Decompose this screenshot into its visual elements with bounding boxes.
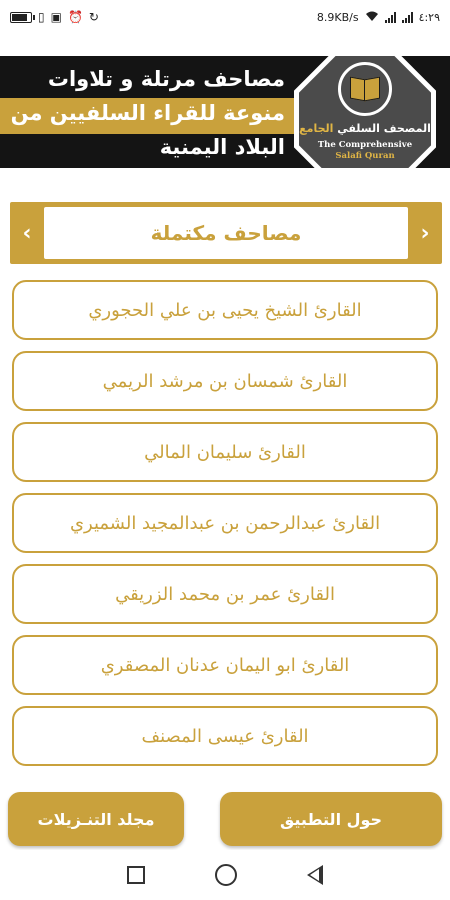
app-logo (294, 56, 436, 168)
chevron-right-icon: › (420, 220, 430, 246)
system-nav-bar (0, 850, 450, 900)
reciter-button[interactable]: القارئ عمر بن محمد الزريقي (12, 564, 438, 624)
status-bar (0, 0, 450, 34)
banner-line-3: البلاد اليمنية (159, 135, 285, 159)
banner-text (0, 62, 285, 164)
alarm-icon: ⏰ (67, 10, 83, 24)
clipboard-icon: ▣ (50, 10, 62, 24)
logo-ar-part1: المصحف السلفي (337, 122, 431, 135)
about-app-button[interactable]: حول التطبيق (220, 792, 442, 846)
reciter-button[interactable]: القارئ ابو اليمان عدنان المصقري (12, 635, 438, 695)
network-speed: 8.9KB/s (316, 10, 359, 24)
back-icon[interactable] (307, 865, 323, 885)
bottom-actions (0, 790, 450, 848)
reciter-button[interactable]: القارئ عيسى المصنف (12, 706, 438, 766)
quran-book-icon (338, 62, 392, 116)
recents-icon[interactable] (127, 866, 145, 884)
wifi-icon (365, 11, 379, 24)
reciter-button[interactable]: القارئ سليمان المالي (12, 422, 438, 482)
signal-icon (385, 12, 396, 23)
banner-line-1: مصاحف مرتلة و تلاوات (47, 67, 285, 91)
logo-english-title (298, 140, 432, 162)
prev-section-button[interactable] (10, 202, 44, 264)
signal-icon (402, 12, 413, 23)
home-icon[interactable] (215, 864, 237, 886)
sim-icon: ▯ (38, 10, 45, 24)
status-time: ٤:٢٩ (418, 10, 440, 24)
status-right (317, 11, 440, 24)
reciter-button[interactable]: القارئ عبدالرحمن بن عبدالمجيد الشميري (12, 493, 438, 553)
logo-en-line2: Salafi Quran (335, 151, 395, 161)
chevron-left-icon: ‹ (22, 220, 32, 246)
next-section-button[interactable] (408, 202, 442, 264)
banner-line-2: منوعة للقراء السلفيين من (10, 101, 285, 125)
status-left (10, 11, 99, 23)
reciter-button[interactable]: القارئ الشيخ يحيى بن علي الحجوري (12, 280, 438, 340)
battery-icon (10, 12, 32, 23)
section-header (10, 202, 442, 264)
reciter-list (12, 280, 438, 777)
reciter-button[interactable]: القارئ شمسان بن مرشد الريمي (12, 351, 438, 411)
header-banner (0, 56, 450, 168)
logo-ar-part2: الجامع (299, 122, 334, 135)
downloads-folder-button[interactable]: مجلد التنـزيلات (8, 792, 184, 846)
logo-en-line1: The Comprehensive (317, 140, 413, 150)
logo-arabic-title (298, 122, 432, 135)
section-title: مصاحف مكتملة (44, 207, 408, 259)
sync-icon: ↻ (88, 10, 99, 24)
